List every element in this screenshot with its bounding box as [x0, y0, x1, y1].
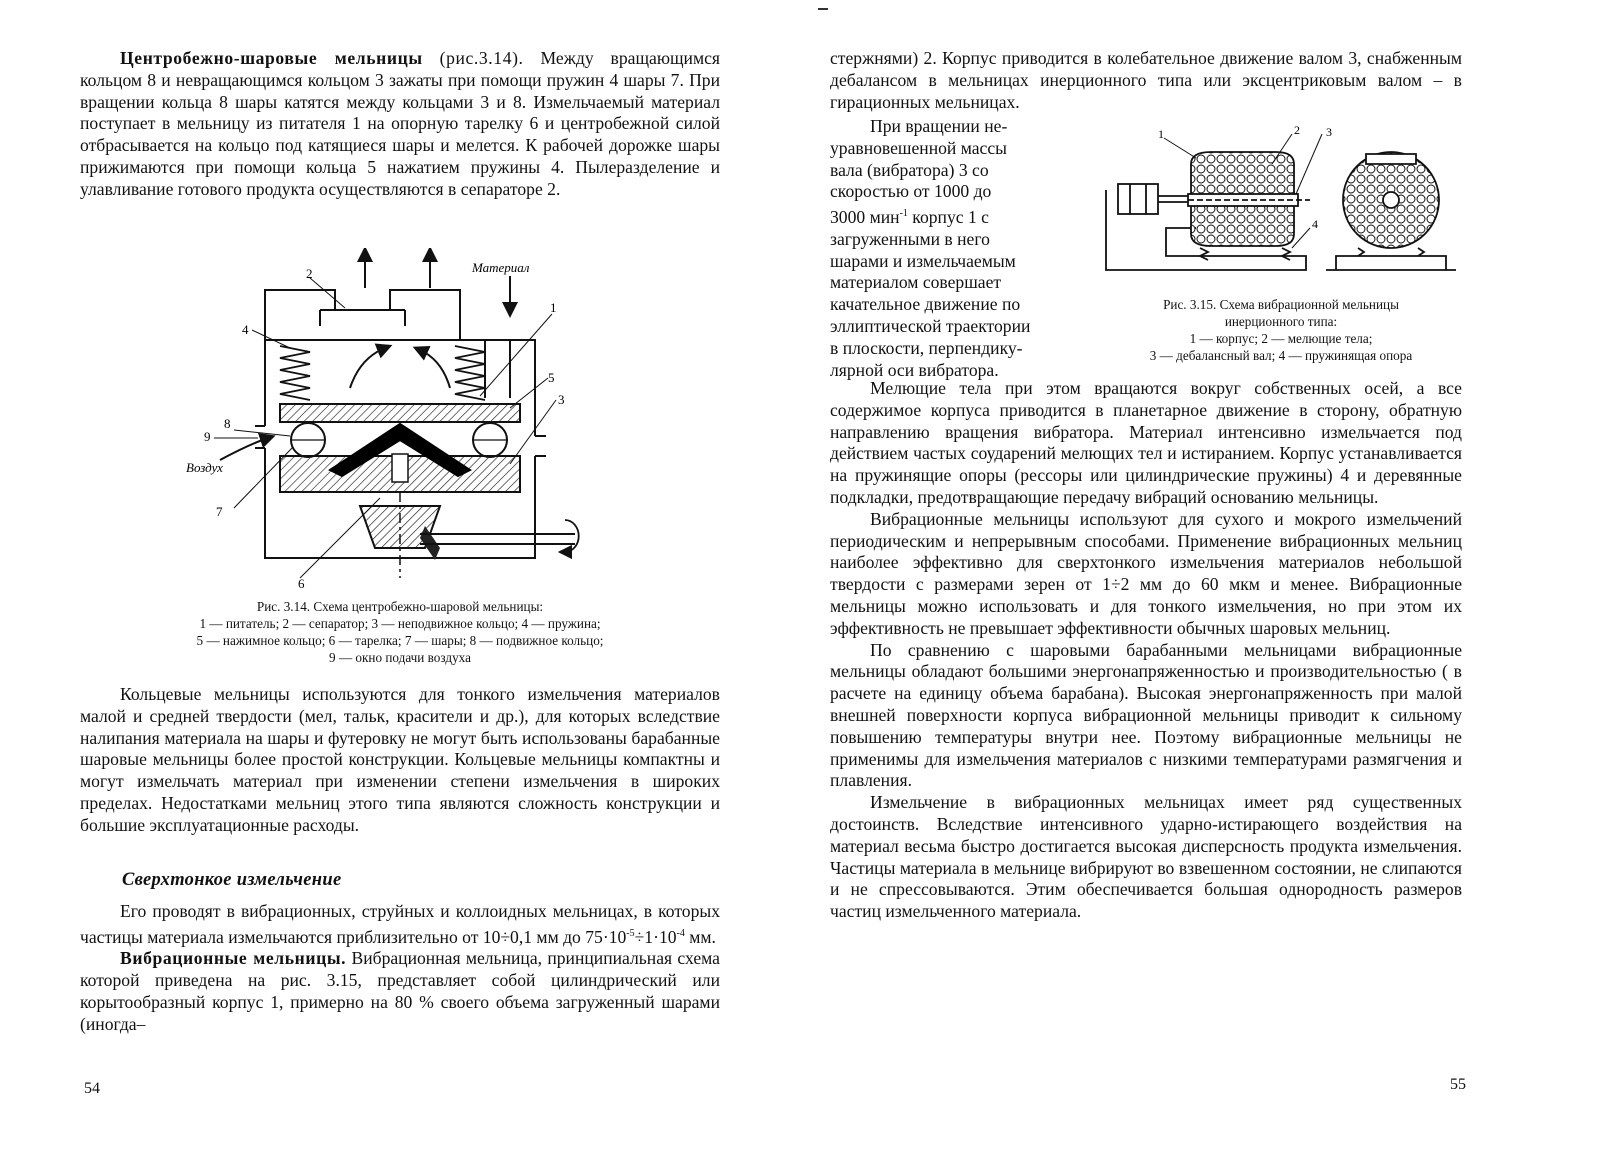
- advantages-paragraph: Измельчение в вибрационных мельницах имеет ряд существенных достоинств. Вследствие интенсивного ударно-истирающего воздействия на материал весьма быстро достигается высокая дисперсность продукта измельчения. Частицы материала в мельнице вибрируют во взвешенном состоянии, не слипаются и не спрессовываются. Этим обеспечивается большая однородность размеров частиц измельченного материала.: [830, 792, 1462, 922]
- intro-body: Между вращающимся кольцом 8 и невращающимся кольцом 3 зажаты при помощи пружин 4 шары 7. При вращении кольца 8 шары катятся между кольцами 3 и 8. Измельчаемый материал поступает в мельницу из питателя 1 на опорную тарелку 6 и центробежной силой отбрасывается на кольцо под катящиеся шары и мелется. К рабочей дорожке шары прижимаются при помощи кольца 5 нажатием пружины 4. Пылеразделение и улавливание готового продукта осуществляются в сепараторе 2.: [80, 48, 720, 199]
- label-material: Материал: [472, 260, 530, 275]
- fig14-num-5: 5: [548, 370, 555, 385]
- intro-fig-ref: (рис.3.14).: [439, 48, 524, 68]
- fig14-num-7: 7: [216, 504, 223, 519]
- exponent: -4: [676, 927, 685, 939]
- ultrafine-text: мм.: [684, 926, 716, 947]
- rotation-line: [830, 203, 1080, 229]
- page-left: [0, 0, 800, 1154]
- fig14-num-1: 1: [550, 300, 557, 315]
- page-number-right: 55: [1450, 1076, 1466, 1093]
- usage-paragraph: Вибрационные мельницы используют для сухого и мокрого измельчений периодическим и непрерывным способами. Применение вибрационных мельниц наиболее эффективно для сверхтонкого измельчения материалов небольшой твердости с размерами зерен от 1÷2 мм до 60 мкм и менее. Вибрационные мельницы можно использовать и для тонкого измельчения, но при этом их эффективность не превышает эффективности обычных шаровых мельниц.: [830, 508, 1462, 638]
- exponent: -1: [899, 208, 908, 220]
- rotation-line: шарами и измельчаемым: [830, 250, 1016, 271]
- rotation-line: материалом совершает: [830, 272, 1002, 293]
- continuation-text: стержнями) 2. Корпус приводится в колебательное движение валом 3, снабженным дебалансом в мельницах инерционного типа или эксцентриковым валом – в гирационных мельницах.: [830, 48, 1462, 112]
- ultrafine-paragraph: [80, 901, 720, 1036]
- fig15-num-1: 1: [1158, 127, 1164, 141]
- rotation-line: скоростью от 1000 до: [830, 181, 992, 202]
- figure-3-14-caption: [80, 598, 720, 666]
- rotation-line: эллиптической траектории: [830, 316, 1031, 337]
- comparison-paragraph: По сравнению с шаровыми барабанными мельницами вибрационные мельницы обладают большими энергонапряженностью и производительностью ( в расчете на единицу объема барабана). Высокая энергонапряженность при малой внешней поверхности корпуса вибрационной мельницы приводит к сильному повышению температуры внутри нее. Поэтому вибрационные мельницы не применимы для измельчения материалов с низкими температурами размягчения и плавления.: [830, 639, 1462, 791]
- rotation-line: При вращении не-: [870, 116, 1008, 136]
- caption-line: 1 — корпус; 2 — мелющие тела;: [1189, 331, 1373, 346]
- continuation-paragraph: [830, 48, 1462, 113]
- right-main-text: [830, 378, 1462, 923]
- rotation-line: качательное движение по: [830, 294, 1021, 315]
- caption-line: 9 — окно подачи воздуха: [329, 650, 471, 665]
- fig14-num-6: 6: [298, 576, 305, 591]
- fig14-num-9: 9: [204, 429, 211, 444]
- caption-line: 1 — питатель; 2 — сепаратор; 3 — неподвижное кольцо; 4 — пружина;: [199, 616, 601, 631]
- ultrafine-text: ÷1·10: [634, 926, 677, 947]
- caption-line: Рис. 3.15. Схема вибрационной мельницы: [1163, 297, 1399, 312]
- subheading-ultrafine: Сверхтонкое измельчение: [122, 870, 342, 890]
- exponent: -5: [626, 927, 635, 939]
- fig15-num-3: 3: [1326, 125, 1332, 139]
- grinding-bodies-paragraph: Мелющие тела при этом вращаются вокруг собственных осей, а все содержимое корпуса приводится в планетарное движение в сторону, обратную направлению вращения вибратора. Материал интенсивно измельчается под действием частых соударений мелющих тел и истиранием. Корпус устанавливается на пружинящие опоры (рессоры или цилиндрические пружины) 4 и деревянные подкладки, предотвращающие передачу вибраций основанию мельницы.: [830, 378, 1462, 507]
- figure-3-15-caption: [1092, 296, 1470, 364]
- fig14-num-8: 8: [224, 416, 231, 431]
- page-number-left: 54: [84, 1080, 100, 1097]
- rotation-line: лярной оси вибратора.: [830, 359, 999, 380]
- fig14-num-2: 2: [306, 266, 313, 281]
- caption-line: 3 — дебалансный вал; 4 — пружинящая опора: [1149, 348, 1413, 363]
- rotation-line: уравновешенной массы: [830, 137, 1007, 158]
- page-right: [800, 0, 1601, 1154]
- fig14-num-3: 3: [558, 392, 565, 407]
- vibration-body: Вибрационная мельница, принципиальная схема которой приведена на рис. 3.15, представляет собой цилиндрический или корытообразный корпус 1, примерно на 80 % своего объема загруженный шарами (иногда–: [80, 948, 720, 1034]
- fig15-num-2: 2: [1294, 124, 1300, 137]
- figure-3-15-diagram: [1096, 124, 1466, 284]
- rotation-line: загруженными в него: [830, 228, 990, 249]
- intro-paragraph: [80, 48, 720, 201]
- rotation-text: корпус 1 с: [907, 207, 989, 228]
- caption-line: Рис. 3.14. Схема центробежно-шаровой мельницы:: [256, 599, 544, 614]
- caption-line: 5 — нажимное кольцо; 6 — тарелка; 7 — шары; 8 — подвижное кольцо;: [196, 633, 604, 648]
- ring-mills-paragraph: [80, 684, 720, 837]
- ring-mills-text: Кольцевые мельницы используются для тонкого измельчения материалов малой и средней твердости (мел, тальк, красители и др.), для которых вследствие налипания материала на шары и футеровку не могут быть использованы барабанные шаровые мельницы более простой конструкции. Кольцевые мельницы компактны и могут измельчать материал при изменении степени измельчения в широких пределах. Недостатками мельниц этого типа являются сложность конструкции и большие эксплуатационные расходы.: [80, 684, 720, 835]
- label-air: Воздух: [186, 460, 223, 475]
- rotation-text: 3000 мин: [830, 207, 900, 228]
- ultrafine-text: Его проводят в вибрационных, струйных и коллоидных мельницах, в которых частицы материала измельчаются приблизительно от 10÷0,1 мм до 75·10: [80, 901, 720, 947]
- caption-line: инерционного типа:: [1224, 314, 1338, 329]
- intro-heading: Центробежно-шаровые мельницы: [120, 48, 423, 68]
- fig14-num-4: 4: [242, 322, 249, 337]
- figure-3-14-diagram: [180, 248, 580, 593]
- rotation-line: в плоскости, перпендику-: [830, 337, 1023, 358]
- rotation-line: вала (вибратора) 3 со: [830, 159, 989, 180]
- vibration-heading: Вибрационные мельницы.: [120, 948, 347, 969]
- fig15-num-4: 4: [1312, 217, 1318, 231]
- rotation-paragraph: [830, 116, 1080, 381]
